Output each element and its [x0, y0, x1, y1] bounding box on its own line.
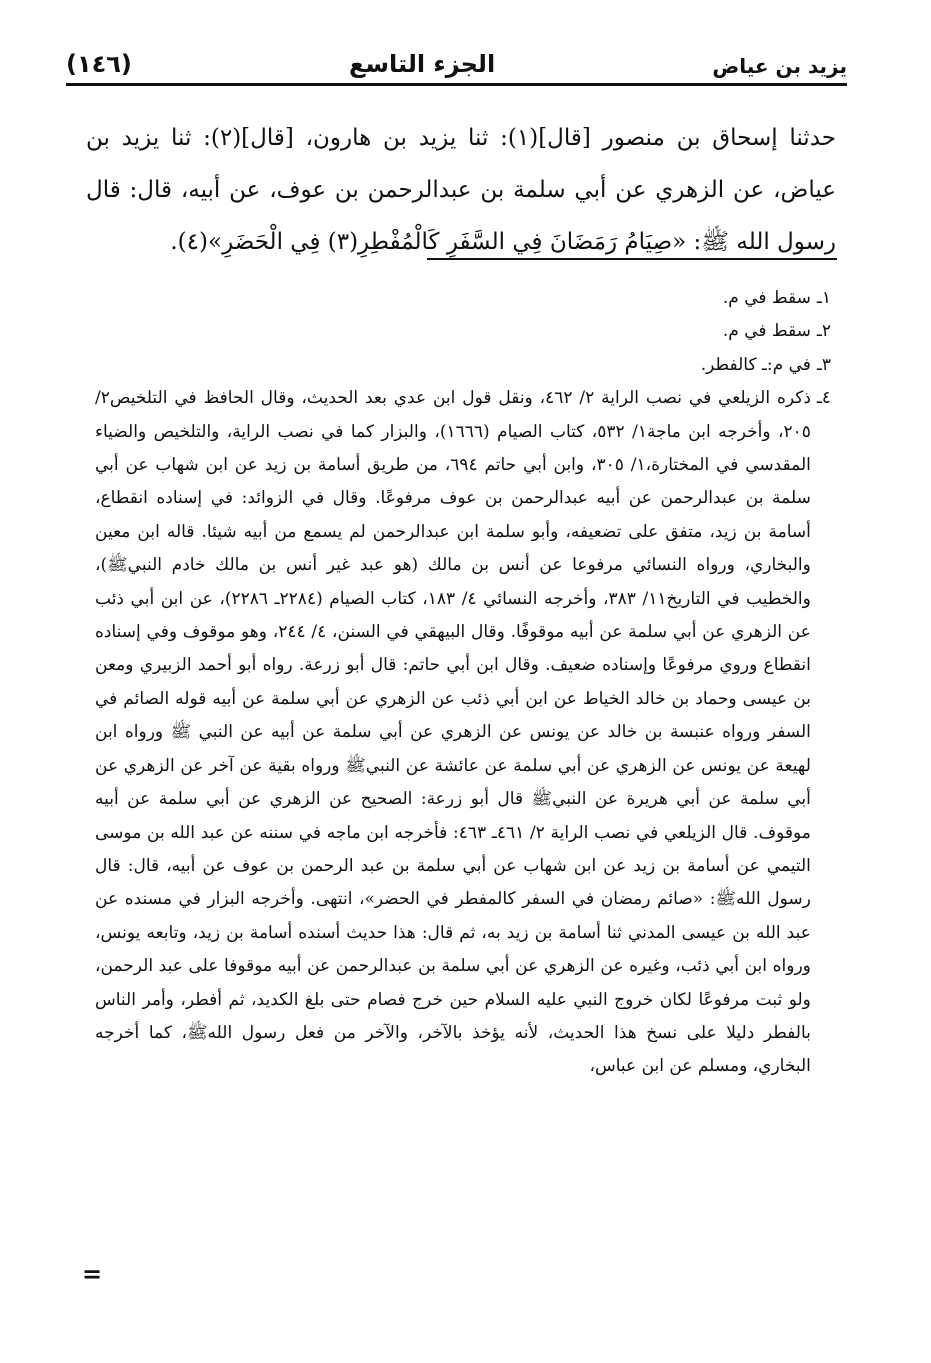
footnote-number: ٢ـ [816, 321, 831, 342]
footnote-3 [95, 349, 831, 382]
continuation-mark: = [82, 1260, 103, 1288]
footnote-text: ذكره الزيلعي في نصب الراية ٢/ ٤٦٢، ونقل قول ابن عدي بعد الحديث، وقال الحافظ في التلخيص٢/ ٢٠٥، وأخرجه ابن ماجة١/ ٥٣٢، كتاب الصيام (١٦٦٦)، والبزار كما في نصب الراية، والتلخيص والضياء المقدسي في المختارة،١/ ٣٠٥، وابن أبي حاتم ٦٩٤، من طريق أسامة بن زيد عن ابن شهاب عن أبي سلمة بن عبدالرحمن عن أبيه عبدالرحمن بن عوف مرفوعًا. وقال في الزوائد: في إسناده انقطاع، أسامة بن زيد، متفق على تضعيفه، وأبو سلمة ابن عبدالرحمن لم يسمع من أبيه شيئا. قاله ابن معين والبخاري، ورواه النسائي مرفوعا عن أنس بن مالك (هو عبد غير أنس بن مالك خادم النبيﷺ)، والخطيب في التاريخ١١/ ٣٨٣، وأخرجه النسائي ٤/ ١٨٣، كتاب الصيام (٢٢٨٤ـ ٢٢٨٦)، عن ابن أبي ذئب عن الزهري عن أبي سلمة عن أبيه موقوفًا. وقال البيهقي في السنن، ٤/ ٢٤٤، وهو موقوف وفي إسناده انقطاع وروي مرفوعًا وإسناده ضعيف. وقال ابن أبي حاتم: قال أبو زرعة. رواه أبو أحمد الزبيري ومعن بن عيسى وحماد بن خالد الخياط عن ابن أبي ذئب عن الزهري عن أبي سلمة عن أبيه قوله الصائم في السفر ورواه عنبسة بن خالد عن يونس عن الزهري عن أبي سلمة عن أبيه عن النبي ﷺ ورواه ابن لهيعة عن يونس عن الزهري عن أبي سلمة عن عائشة عن النبيﷺ ورواه بقية عن آخر عن الزهري عن أبي سلمة عن أبي هريرة عن النبيﷺ قال أبو زرعة: الصحيح عن الزهري عن أبي سلمة عن أبيه موقوف. قال الزيلعي في نصب الراية ٢/ ٤٦١ـ ٤٦٣: فأخرجه ابن ماجه في سننه عن عبد الله بن موسى التيمي عن أسامة بن زيد عن ابن شهاب عن أبي سلمة بن عبد الرحمن بن عوف عن أبيه، قال: قال رسول اللهﷺ: «صائم رمضان في السفر كالمفطر في الحضر»، انتهى. وأخرجه البزار في مسنده عن عبد الله بن عيسى المدني ثنا أسامة بن زيد به، ثم قال: هذا حديث أسنده أسامة بن زيد، وتابعه يونس، ورواه ابن أبي ذئب، وغيره عن الزهري عن أبي سلمة بن عبدالرحمن عن أبيه موقوفا على عبد الرحمن، ولو ثبت مرفوعًا لكان خروج النبي عليه السلام حين خرج فصام حتى بلغ الكديد، ثم أفطر، وأمر الناس بالفطر دليلا على نسخ هذا الحديث، لأنه يؤخذ بالآخر، والآخر من فعل رسول اللهﷺ، كما أخرجه البخاري، ومسلم عن ابن عباس، [95, 388, 811, 1077]
hadith-text: حدثنا إسحاق بن منصور [قال](١): ثنا يزيد بن هارون، [قال](٢): ثنا يزيد بن عياض، عن الزهري عن أبي سلمة بن عبدالرحمن بن عوف، عن أبيه، قال: قال رسول الله ﷺ: «صِيَامُ رَمَضَانَ فِي السَّفَرِ كَالْمُفْطِرِ(٣) فِي الْحَضَرِ»(٤). [86, 125, 837, 255]
footnote-separator [427, 258, 837, 260]
page-header [66, 34, 847, 86]
footnote-text: في م:ـ كالفطر. [700, 354, 811, 375]
page-number: (١٤٦) [66, 50, 132, 78]
footnote-number: ٤ـ [816, 388, 831, 409]
footnote-text: سقط في م. [722, 321, 811, 342]
chapter-title: يزيد بن عياض [712, 54, 847, 78]
footnote-4 [95, 382, 831, 1084]
footnote-number: ١ـ [816, 288, 831, 308]
footnote-number: ٣ـ [816, 354, 831, 375]
footnote-1 [95, 282, 831, 315]
footnote-2 [95, 315, 831, 348]
footnote-text: سقط في م. [722, 288, 811, 308]
footnotes [95, 282, 831, 1084]
volume-title: الجزء التاسع [349, 50, 496, 78]
